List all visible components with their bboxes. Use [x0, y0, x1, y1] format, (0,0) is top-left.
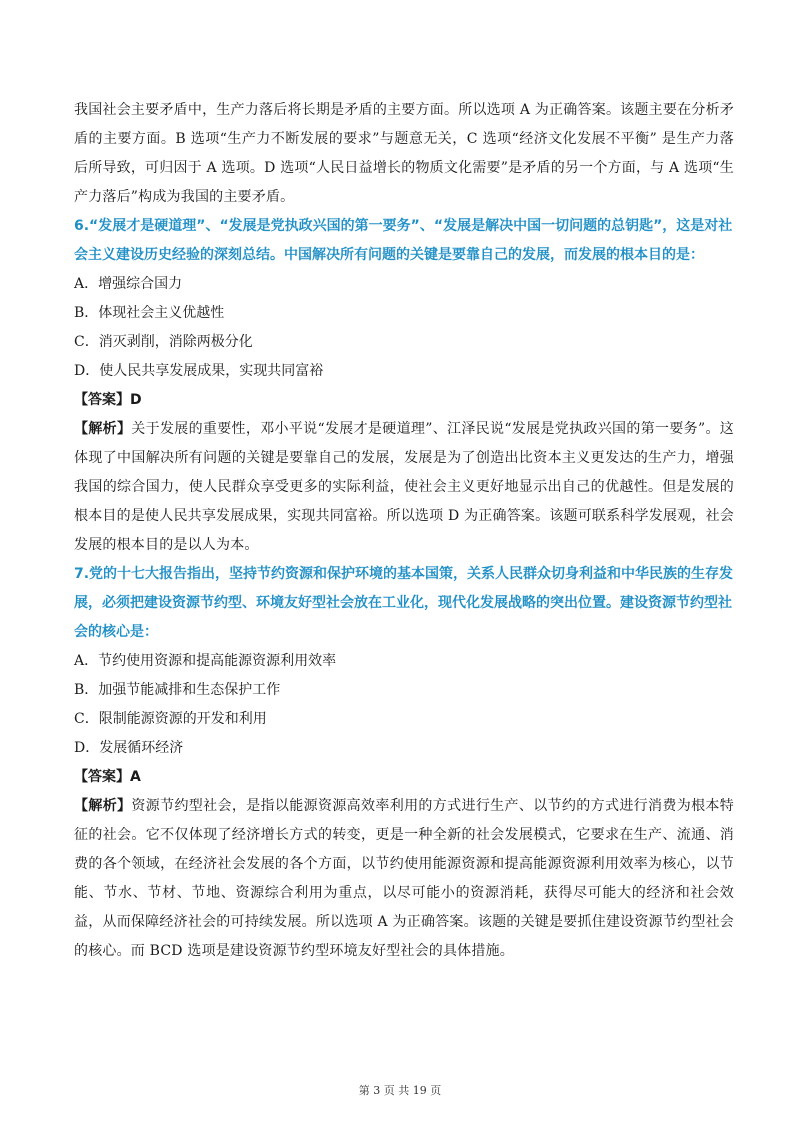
q6-analysis-label: 【解析】	[74, 421, 132, 437]
q7-analysis-text: 资源节约型社会，是指以能源资源高效率利用的方式进行生产、以节约的方式进行消费为根本特征的社会。它不仅体现了经济增长方式的转变，更是一种全新的社会发展模式，它要求在生产、流通、消费的各个领域，在经济社会发展的各个方面，以节约使用能源资源和提高能源资源利用效率为核心，以节能、节水、节材、节地、资源综合利用为重点，以尽可能小的资源消耗，获得尽可能大的经济和社会效益，从而保障经济社会的可持续发展。所以选项 A 为正确答案。该题的关键是要抓住建设资源节约型社会的核心。而 BCD 选项是建设资源节约型环境友好型社会的具体措施。	[74, 798, 734, 959]
q6-answer	[74, 386, 734, 415]
q6-answer-label: 【答案】	[74, 392, 130, 408]
q6-option-a: A．增强综合国力	[74, 276, 183, 292]
page-number-footer: 第 3 页 共 19 页	[358, 1084, 442, 1097]
q6-answer-value: D	[130, 392, 142, 408]
document-page	[74, 96, 734, 966]
q7-analysis	[74, 792, 734, 966]
question-6: 6.“发展才是硬道理”、“发展是党执政兴国的第一要务”、“发展是解决中国一切问题的总钥匙”，这是对社会主义建设历史经验的深刻总结。中国解决所有问题的关键是要靠自己的发展，而发展的根本目的是：	[74, 218, 733, 263]
q6-analysis	[74, 415, 734, 560]
q7-analysis-label: 【解析】	[74, 798, 132, 814]
question-7: 7.党的十七大报告指出，坚持节约资源和保护环境的基本国策，关系人民群众切身利益和中华民族的生存发展，必须把建设资源节约型、环境友好型社会放在工业化，现代化发展战略的突出位置。建设资源节约型社会的核心是：	[74, 566, 734, 640]
prev-explanation: 我国社会主要矛盾中，生产力落后将长期是矛盾的主要方面。所以选项 A 为正确答案。该题主要在分析矛盾的主要方面。B 选项“生产力不断发展的要求”与题意无关，C 选项“经济文化发展不平衡” 是生产力落后所导致，可归因于 A 选项。D 选项“人民日益增长的物质文化需要”是矛盾的另一个方面，与 A 选项“生产力落后”构成为我国的主要矛盾。	[74, 102, 734, 205]
q6-option-b: B．体现社会主义优越性	[74, 305, 225, 321]
q6-analysis-text: 关于发展的重要性，邓小平说“发展才是硬道理”、江泽民说“发展是党执政兴国的第一要务”。这体现了中国解决所有问题的关键是要靠自己的发展，发展是为了创造出比资本主义更发达的生产力，增强我国的综合国力，使人民群众享受更多的实际利益，使社会主义更好地显示出自己的优越性。但是发展的根本目的是使人民共享发展成果，实现共同富裕。所以选项 D 为正确答案。该题可联系科学发展观，社会发展的根本目的是以人为本。	[74, 421, 734, 553]
q7-option-d: D．发展循环经济	[74, 740, 184, 756]
q7-option-b: B．加强节能减排和生态保护工作	[74, 682, 281, 698]
q7-option-a: A．节约使用资源和提高能源资源利用效率	[74, 653, 337, 669]
q7-answer-label: 【答案】	[74, 769, 130, 785]
q6-option-c: C．消灭剥削，消除两极分化	[74, 334, 253, 350]
q6-option-d: D．使人民共享发展成果，实现共同富裕	[74, 363, 324, 379]
q7-answer-value: A	[130, 769, 141, 785]
q7-option-c: C．限制能源资源的开发和利用	[74, 711, 267, 727]
q7-answer	[74, 763, 734, 792]
